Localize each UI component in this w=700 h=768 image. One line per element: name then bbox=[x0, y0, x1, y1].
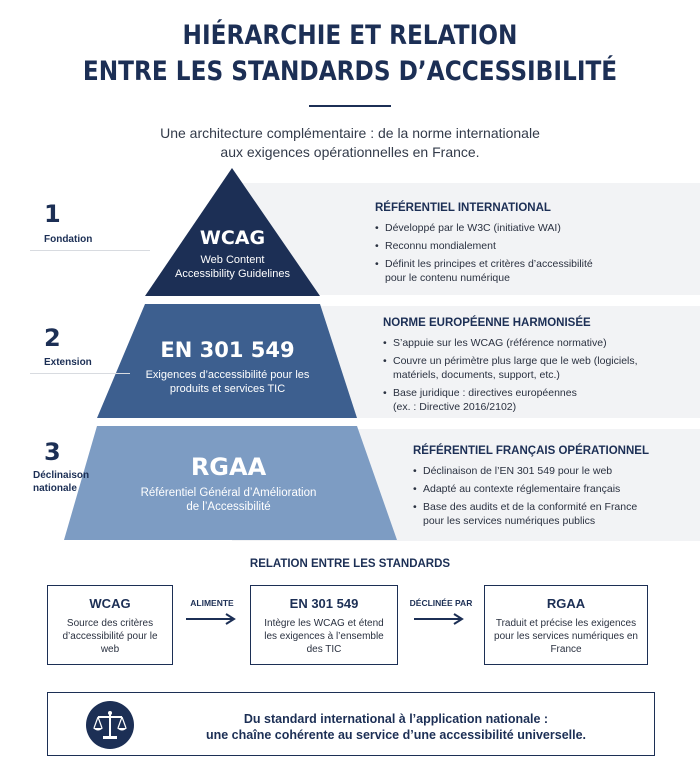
standard-desc-rgaa-1: Référentiel Général d’Amélioration bbox=[140, 487, 317, 499]
relation-box-desc: Source des critères d’accessibilité pour le web bbox=[62, 618, 158, 655]
level-label-3-line-2: nationale bbox=[33, 483, 77, 494]
arrow-label-declined-by: DÉCLINÉE PAR bbox=[409, 598, 473, 608]
level-number-2: 2 bbox=[44, 324, 61, 352]
arrow-label-feeds: ALIMENTE bbox=[190, 598, 234, 608]
list-item: • S’appuie sur les WCAG (référence normative) bbox=[383, 336, 683, 350]
relation-box-name: EN 301 549 bbox=[289, 596, 359, 611]
standard-name-rgaa: RGAA bbox=[190, 453, 267, 481]
scales-icon bbox=[86, 701, 134, 749]
subtitle-line-2: aux exigences opérationnelles en France. bbox=[220, 144, 480, 160]
list-item: • Base des audits et de la conformité en France pour les services numériques publics bbox=[413, 500, 653, 528]
standard-desc-en301549-2: produits et services TIC bbox=[169, 383, 286, 395]
footer-text bbox=[148, 711, 644, 743]
pyramid-text-rgaa bbox=[90, 452, 367, 514]
info-en301549 bbox=[383, 317, 683, 418]
arrow-right-icon bbox=[186, 612, 240, 626]
arrow-right-icon bbox=[414, 612, 468, 626]
standard-name-wcag: WCAG bbox=[199, 227, 266, 249]
pyramid-text-en301549 bbox=[110, 336, 345, 396]
relation-box-en301549 bbox=[250, 585, 398, 665]
level-label-3 bbox=[33, 469, 89, 495]
level-label-1-line: Fondation bbox=[44, 234, 93, 245]
level-label-3-line-1: Déclinaison bbox=[33, 470, 90, 481]
relation-box-name: WCAG bbox=[89, 596, 131, 611]
relation-box-wcag bbox=[47, 585, 173, 665]
list-item: • Adapté au contexte réglementaire français bbox=[413, 482, 683, 496]
relation-box-rgaa bbox=[484, 585, 648, 665]
list-item: • Reconnu mondialement bbox=[375, 239, 680, 253]
level-label-2-line: Extension bbox=[44, 357, 92, 368]
relation-box-name: RGAA bbox=[546, 596, 586, 611]
list-item: • Couvre un périmètre plus large que le web (logiciels, matériels, documents, support, etc.) bbox=[383, 354, 648, 382]
standard-desc-wcag-1: Web Content bbox=[200, 254, 265, 266]
standard-desc-en301549-1: Exigences d’accessibilité pour les bbox=[145, 369, 310, 381]
relation-box-desc: Traduit et précise les exigences pour les services numériques en France bbox=[494, 618, 638, 655]
list-item: • Définit les principes et critères d’accessibilité pour le contenu numérique bbox=[375, 257, 615, 285]
info-list-rgaa bbox=[413, 464, 683, 528]
footer-line-2: une chaîne cohérente au service d’une accessibilité universelle. bbox=[205, 728, 587, 742]
footer-line-1: Du standard international à l’application nationale : bbox=[243, 712, 549, 726]
list-item: • Déclinaison de l’EN 301 549 pour le web bbox=[413, 464, 683, 478]
title-line-2: ENTRE LES STANDARDS D’ACCESSIBILITÉ bbox=[82, 56, 618, 87]
standard-name-en301549: EN 301 549 bbox=[160, 338, 295, 362]
title-line-1: HIÉRARCHIE ET RELATION bbox=[182, 20, 518, 51]
info-wcag bbox=[375, 202, 680, 289]
pyramid-text-wcag bbox=[150, 226, 315, 281]
relation-title: RELATION ENTRE LES STANDARDS bbox=[249, 558, 451, 570]
info-rgaa bbox=[413, 445, 683, 532]
info-title-wcag: RÉFÉRENTIEL INTERNATIONAL bbox=[375, 202, 551, 214]
level-label-2 bbox=[44, 356, 92, 369]
list-item: • Base juridique : directives européennes (ex. : Directive 2016/2102) bbox=[383, 386, 593, 414]
standard-desc-rgaa-2: de l’Accessibilité bbox=[186, 501, 271, 513]
level-divider-1 bbox=[30, 250, 150, 251]
list-item: • Développé par le W3C (initiative WAI) bbox=[375, 221, 680, 235]
relation-box-desc: Intègre les WCAG et étend les exigences à l’ensemble des TIC bbox=[264, 618, 384, 655]
level-number-3: 3 bbox=[44, 438, 61, 466]
info-title-rgaa: RÉFÉRENTIEL FRANÇAIS OPÉRATIONNEL bbox=[413, 445, 649, 457]
level-label-1 bbox=[44, 233, 92, 246]
level-number-1: 1 bbox=[44, 200, 61, 228]
footer-banner bbox=[47, 692, 655, 756]
standard-desc-wcag-2: Accessibility Guidelines bbox=[175, 268, 290, 280]
subtitle-line-1: Une architecture complémentaire : de la norme internationale bbox=[160, 125, 540, 141]
info-list-en301549 bbox=[383, 336, 683, 414]
info-list-wcag bbox=[375, 221, 680, 285]
info-title-en301549: NORME EUROPÉENNE HARMONISÉE bbox=[383, 317, 591, 329]
